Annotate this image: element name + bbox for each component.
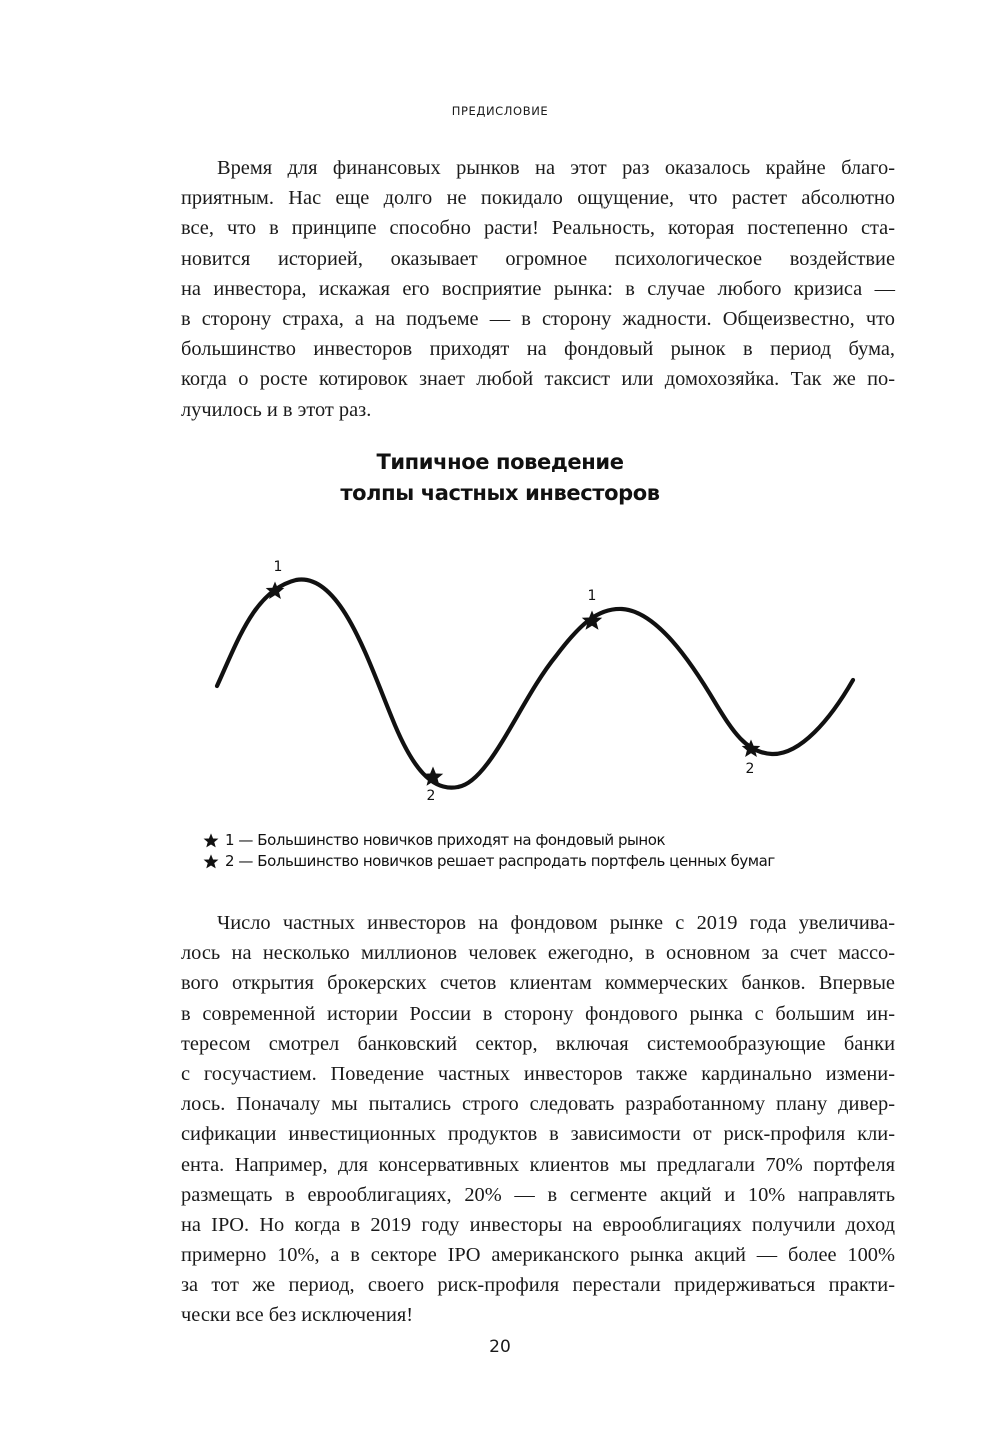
star-icon bbox=[582, 611, 602, 630]
legend-text: 1 — Большинство новичков приходят на фондовый рынок bbox=[225, 831, 666, 849]
text-line: за тот же период, своего риск-профиля перестали придерживаться практи- bbox=[181, 1274, 895, 1297]
text-line: Время для финансовых рынков на этот раз оказалось крайне благо- bbox=[217, 157, 895, 179]
text-line: тересом смотрел банковский сектор, включая системообразующие банки bbox=[181, 1032, 895, 1055]
star-icon bbox=[203, 833, 219, 849]
page-number: 20 bbox=[489, 1337, 511, 1357]
wave-line bbox=[217, 579, 853, 787]
legend-text: 2 — Большинство новичков решает распродать портфель ценных бумаг bbox=[225, 852, 775, 870]
text-line: лучилось и в этот раз. bbox=[181, 398, 372, 421]
paragraph-investors bbox=[181, 908, 895, 1331]
text-line: Число частных инвесторов на фондовом рынке с 2019 года увеличива- bbox=[217, 912, 895, 934]
paragraph-intro bbox=[181, 153, 895, 425]
text-line: на IPO. Но когда в 2019 году инвесторы на еврооблигациях получили доход bbox=[181, 1213, 895, 1236]
text-line: в современной истории России в сторону фондового рынка с большим ин- bbox=[181, 1002, 895, 1025]
text-line: приятным. Нас еще долго не покидало ощущение, что растет абсолютно bbox=[181, 187, 895, 210]
text-line: на инвестора, искажая его восприятие рынка: в случае любого кризиса — bbox=[181, 277, 895, 300]
text-line: лось. Поначалу мы пытались строго следовать разработанному плану дивер- bbox=[181, 1093, 895, 1116]
text-line: новится историей, оказывает огромное психологическое воздействие bbox=[181, 247, 895, 270]
star-icon bbox=[266, 582, 285, 600]
running-head: ПРЕДИСЛОВИЕ bbox=[451, 104, 549, 118]
text-line: когда о росте котировок знает любой таксист или домохозяйка. Так же по- bbox=[181, 368, 895, 391]
figure-title bbox=[0, 447, 1000, 509]
text-line: лось на несколько миллионов человек ежегодно, в основном за счет массо- bbox=[181, 942, 895, 965]
figure-title-line-1: Типичное поведение bbox=[376, 450, 624, 474]
legend-item bbox=[203, 830, 775, 851]
text-line: ента. Например, для консервативных клиентов мы предлагали 70% портфеля bbox=[181, 1153, 895, 1176]
star-icon bbox=[742, 740, 761, 758]
marker-label: 2 bbox=[426, 788, 436, 804]
figure-title-line-2: толпы частных инвесторов bbox=[340, 481, 660, 505]
text-line: чески все без исключения! bbox=[181, 1304, 414, 1327]
marker-label: 2 bbox=[745, 761, 755, 777]
star-icon bbox=[203, 854, 219, 870]
marker-label: 1 bbox=[587, 588, 597, 604]
marker-label: 1 bbox=[273, 559, 283, 575]
star-icon bbox=[423, 767, 443, 786]
text-line: с госучастием. Поведение частных инвесторов также кардинально измени- bbox=[181, 1062, 895, 1085]
text-line: в сторону страха, а на подъеме — в сторону жадности. Общеизвестно, что bbox=[181, 307, 895, 330]
legend-item bbox=[203, 851, 775, 872]
text-line: вого открытия брокерских счетов клиентам коммерческих банков. Впервые bbox=[181, 972, 895, 995]
figure-legend bbox=[203, 830, 775, 872]
text-line: сификации инвестиционных продуктов в зависимости от риск-профиля кли- bbox=[181, 1123, 895, 1146]
text-line: все, что в принципе способно расти! Реальность, которая постепенно ста- bbox=[181, 217, 895, 240]
text-line: большинство инвесторов приходят на фондовый рынок в период бума, bbox=[181, 338, 895, 361]
text-line: размещать в еврооблигациях, 20% — в сегменте акций и 10% направлять bbox=[181, 1183, 895, 1206]
text-line: примерно 10%, а в секторе IPO американского рынка акций — более 100% bbox=[181, 1244, 895, 1267]
